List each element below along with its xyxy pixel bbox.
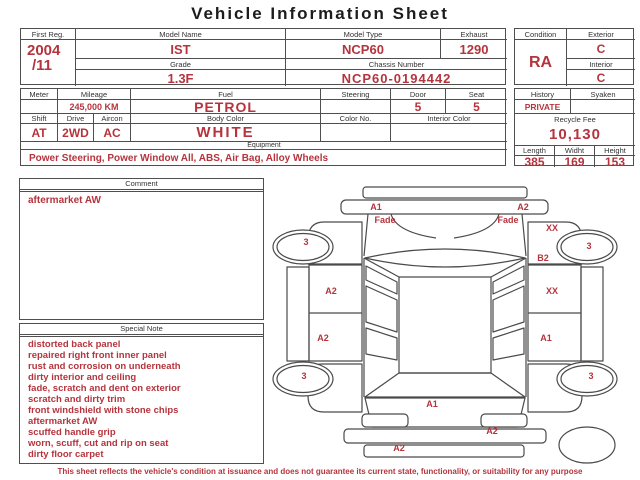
condition-panel bbox=[514, 28, 634, 85]
tail-light-left bbox=[362, 414, 408, 427]
comment-divider bbox=[20, 191, 263, 192]
interior-grade-value: C bbox=[596, 71, 606, 85]
footer-disclaimer: This sheet reflects the vehicle's condition at issuance and does not guarantee its current state, functionality, or suitability for any purpose bbox=[57, 467, 583, 476]
spare-wheel bbox=[559, 427, 615, 463]
diagram-label: Fade bbox=[497, 215, 519, 225]
meter-header: Meter bbox=[21, 89, 58, 100]
history-value: PRIVATE bbox=[515, 100, 571, 114]
shift-header: Shift bbox=[21, 114, 58, 124]
chassis-number-header: Chassis Number bbox=[286, 59, 507, 70]
seat-value: 5 bbox=[446, 100, 507, 114]
steering-header: Steering bbox=[321, 89, 391, 100]
special-note-line: worn, scuff, cut and rip on seat bbox=[28, 438, 169, 449]
exhaust-value: 1290 bbox=[441, 40, 507, 59]
diagram-label: A1 bbox=[540, 333, 552, 343]
shift-value: AT bbox=[21, 124, 58, 142]
special-note-line: front windshield with stone chips bbox=[28, 405, 179, 416]
special-note-line: distorted back panel bbox=[28, 339, 121, 350]
diagram-label: XX bbox=[545, 223, 559, 233]
diagram-label: A2 bbox=[317, 333, 329, 343]
diagram-label: Fade bbox=[374, 215, 396, 225]
mileage-header: Mileage bbox=[58, 89, 131, 100]
diagram-label: 3 bbox=[301, 371, 307, 381]
mileage-value: 245,000 KM bbox=[58, 100, 131, 114]
equipment-value: Power Steering, Power Window All, ABS, Air Bag, Alloy Wheels bbox=[29, 153, 329, 164]
model-name-header: Model Name bbox=[76, 29, 286, 40]
diagram-label: A2 bbox=[325, 286, 337, 296]
history-panel bbox=[514, 88, 634, 166]
diagram-label: 3 bbox=[588, 371, 594, 381]
side-window-right-rear bbox=[493, 328, 524, 360]
diagram-label: 3 bbox=[586, 241, 592, 251]
drive-value: 2WD bbox=[58, 124, 94, 142]
grade-header: Grade bbox=[76, 59, 286, 70]
color-no-header: Color No. bbox=[321, 114, 391, 124]
cowl-arc-right bbox=[454, 214, 499, 238]
diagram-label: A2 bbox=[393, 443, 405, 453]
first-reg-value bbox=[21, 40, 76, 86]
first-reg-header: First Reg. bbox=[21, 29, 76, 40]
grade-value: 1.3F bbox=[76, 70, 286, 86]
special-note-line: scuffed handle grip bbox=[28, 427, 116, 438]
fuel-header: Fuel bbox=[131, 89, 321, 100]
length-value: 385 bbox=[515, 156, 555, 167]
special-note-line: rust and corrosion on underneath bbox=[28, 361, 181, 372]
diagram-labels bbox=[301, 202, 593, 453]
exterior-grade-value: C bbox=[567, 40, 635, 59]
a-pillar-left bbox=[364, 214, 368, 256]
a-pillar-right bbox=[522, 214, 526, 256]
body-color-header: Body Color bbox=[131, 114, 321, 124]
diagram-label: A2 bbox=[486, 426, 498, 436]
sill-left bbox=[287, 267, 309, 361]
side-window-right-mid bbox=[493, 286, 524, 332]
equipment-header: Equipment bbox=[21, 142, 507, 150]
special-note-line: dirty floor carpet bbox=[28, 449, 104, 460]
special-note-list bbox=[28, 339, 259, 460]
width-value: 169 bbox=[555, 156, 595, 167]
rear-lower-strip bbox=[364, 445, 524, 457]
diagram-label: 3 bbox=[303, 237, 309, 247]
condition-value: RA bbox=[515, 40, 567, 86]
special-note-line: fade, scratch and dent on exterior bbox=[28, 383, 181, 394]
diagram-label: XX bbox=[545, 286, 559, 296]
comment-text: aftermarket AW bbox=[28, 195, 101, 206]
side-window-left-rear bbox=[366, 328, 397, 360]
special-note-line: aftermarket AW bbox=[28, 416, 98, 427]
steering-value bbox=[321, 100, 391, 114]
diagram-label: A1 bbox=[426, 399, 438, 409]
special-note-header: Special Note bbox=[20, 324, 263, 335]
model-type-value: NCP60 bbox=[286, 40, 441, 59]
first-reg-month: /11 bbox=[32, 57, 53, 74]
model-type-header: Model Type bbox=[286, 29, 441, 40]
exterior-header: Exterior bbox=[567, 29, 635, 40]
page-title: Vehicle Information Sheet bbox=[191, 4, 449, 23]
side-window-left-front bbox=[366, 266, 397, 294]
special-note-line: dirty interior and ceiling bbox=[28, 372, 137, 383]
fuel-value: PETROL bbox=[131, 100, 321, 114]
side-window-right-front bbox=[493, 266, 524, 294]
door-value: 5 bbox=[391, 100, 446, 114]
roof-panel bbox=[399, 277, 491, 373]
condition-header: Condition bbox=[515, 29, 567, 40]
meter-value bbox=[21, 100, 58, 114]
comment-header: Comment bbox=[20, 179, 263, 190]
first-reg-year: 2004 bbox=[27, 42, 61, 59]
special-note-divider bbox=[20, 336, 263, 337]
diagram-label: A1 bbox=[370, 202, 382, 212]
width-header: Widht bbox=[555, 146, 595, 156]
cowl-arc-left bbox=[391, 214, 436, 238]
syaken-header: Syaken bbox=[571, 89, 635, 100]
model-name-value: IST bbox=[76, 40, 286, 59]
recycle-fee-value: 10,130 bbox=[515, 124, 635, 146]
door-header: Door bbox=[391, 89, 446, 100]
wheel-rear-right bbox=[557, 362, 617, 396]
recycle-fee-header: Recycle Fee bbox=[554, 114, 596, 124]
windshield bbox=[365, 249, 525, 267]
diagram-label: A2 bbox=[517, 202, 529, 212]
exhaust-header: Exhaust bbox=[441, 29, 507, 40]
interior-color-value bbox=[391, 124, 507, 142]
side-window-left-mid bbox=[366, 286, 397, 332]
body-color-value: WHITE bbox=[131, 124, 321, 142]
seat-header: Seat bbox=[446, 89, 507, 100]
registration-table bbox=[20, 28, 506, 85]
rear-bumper bbox=[344, 429, 546, 443]
aircon-value: AC bbox=[94, 124, 131, 142]
special-note-box bbox=[19, 323, 264, 464]
front-bumper bbox=[363, 187, 527, 198]
comment-box bbox=[19, 178, 264, 320]
diagram-label: B2 bbox=[537, 253, 549, 263]
interior-color-header: Interior Color bbox=[391, 114, 507, 124]
color-no-value bbox=[321, 124, 391, 142]
spec-table bbox=[20, 88, 506, 166]
height-header: Height bbox=[595, 146, 635, 156]
interior-header: Interior bbox=[567, 59, 635, 70]
length-header: Length bbox=[515, 146, 555, 156]
car-outline bbox=[273, 187, 617, 463]
height-value: 153 bbox=[604, 156, 626, 167]
special-note-line: scratch and dirty trim bbox=[28, 394, 126, 405]
car-damage-diagram bbox=[263, 182, 640, 470]
wheel-front-left bbox=[273, 230, 333, 264]
special-note-line: repaired right front inner panel bbox=[28, 350, 167, 361]
drive-header: Drive bbox=[58, 114, 94, 124]
rear-window bbox=[365, 373, 525, 397]
aircon-header: Aircon bbox=[94, 114, 131, 124]
chassis-number-value: NCP60-0194442 bbox=[341, 70, 452, 86]
history-header: History bbox=[515, 89, 571, 100]
syaken-value bbox=[571, 100, 635, 114]
sill-right bbox=[581, 267, 603, 361]
